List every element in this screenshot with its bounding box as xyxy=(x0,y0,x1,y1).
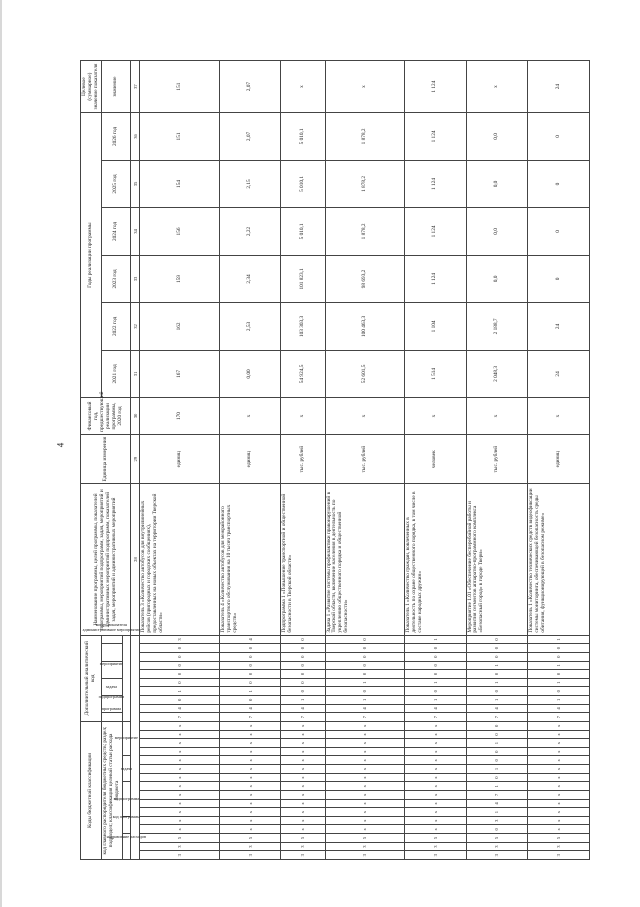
kbk-digit: 3 xyxy=(404,842,466,851)
fin-year-value: х xyxy=(466,398,528,435)
fin-year-value: х xyxy=(281,398,325,435)
target-value: 151 xyxy=(140,61,219,113)
dop-digit: 1 xyxy=(281,696,325,705)
indicator-name: Показатель 4 «Количество автобусов для межрайонного транспортного обслуживания на 10 тысяч транспортных средств» xyxy=(219,484,281,635)
year-value: 0 xyxy=(528,113,590,161)
dop-digit: 0 xyxy=(404,661,466,670)
kbk-digit: х xyxy=(528,747,590,756)
table-row xyxy=(404,61,466,860)
dop-digit: 7 xyxy=(281,713,325,722)
kbk-digit: х xyxy=(281,721,325,730)
dop-digit: 0 xyxy=(281,678,325,687)
dop-digit: 0 xyxy=(281,687,325,696)
fin-year-value: х xyxy=(528,398,590,435)
kbk-digit: х xyxy=(528,782,590,791)
kbk-col-label: код программы xyxy=(122,816,131,833)
dop-digit: 0 xyxy=(466,687,528,696)
year-value: 1 878,2 xyxy=(325,208,404,255)
dop-digit: 0 xyxy=(281,652,325,661)
dop-digit: 7 xyxy=(140,713,219,722)
indicator-name: Показатель 1 «Количество граждан, вовлеченных в деятельность по охране общественного порядка, в том числе в составе народных дружин» xyxy=(404,484,466,635)
year-value: 2,15 xyxy=(219,160,281,207)
year-header: 2026 год xyxy=(101,113,131,161)
target-value: х xyxy=(281,61,325,113)
kbk-digit: х xyxy=(219,765,281,774)
fin-year-value: х xyxy=(219,398,281,435)
year-header: 2023 год xyxy=(101,255,131,302)
kbk-digit: х xyxy=(140,756,219,765)
dop-digit: 0 xyxy=(281,661,325,670)
kbk-digit: 1 xyxy=(466,739,528,748)
year-value: 0,0 xyxy=(466,160,528,207)
kbk-digit: 3 xyxy=(281,842,325,851)
kbk-digit: 3 xyxy=(325,842,404,851)
dop-digit: 1 xyxy=(466,678,528,687)
unit-cell: тыс. рублей xyxy=(466,434,528,484)
year-value: 24 xyxy=(528,350,590,397)
dop-digit: 1 xyxy=(528,635,590,644)
dop-digit: 0 xyxy=(325,687,404,696)
kbk-digit: х xyxy=(325,791,404,800)
kbk-digit: 1 xyxy=(466,808,528,817)
dop-digit: 4 xyxy=(325,704,404,713)
kbk-digit: 0 xyxy=(466,825,528,834)
year-value: 0,0 xyxy=(466,255,528,302)
kbk-digit: х xyxy=(140,765,219,774)
dop-digit: 1 xyxy=(466,696,528,705)
dop-digit: 0 xyxy=(219,652,281,661)
kbk-digit: 5 xyxy=(219,834,281,843)
kbk-digit: х xyxy=(281,756,325,765)
year-value: 154 xyxy=(140,160,219,207)
kbk-digit: 4 xyxy=(466,799,528,808)
kbk-digit: х xyxy=(140,721,219,730)
kbk-digit: х xyxy=(140,816,219,825)
year-header: 2022 год xyxy=(101,303,131,350)
year-value: 1 878,2 xyxy=(325,160,404,207)
kbk-digit: 5 xyxy=(140,834,219,843)
kbk-col-label: задача xyxy=(122,756,131,782)
dop-digit: 0 xyxy=(528,652,590,661)
kbk-digit: х xyxy=(219,816,281,825)
kbk-digit: х xyxy=(219,825,281,834)
kbk-digit: х xyxy=(404,799,466,808)
indicator-name: Задача 1 «Развитие системы профилактики правонарушений в Тверской области, включение населения в деятельность по укреплению общественного порядка и общественной безопасности» xyxy=(325,484,404,635)
dop-digit: 1 xyxy=(325,678,404,687)
kbk-digit: 0 xyxy=(466,756,528,765)
dop-col-label: задача xyxy=(101,678,122,695)
kbk-digit: х xyxy=(140,791,219,800)
kbk-digit: х xyxy=(404,808,466,817)
dop-digit: 0 xyxy=(140,678,219,687)
dop-digit: 0 xyxy=(219,678,281,687)
kbk-digit: х xyxy=(140,825,219,834)
dop-digit: 0 xyxy=(404,644,466,653)
dop-digit: 0 xyxy=(140,670,219,679)
kbk-digit: х xyxy=(325,825,404,834)
dop-digit: 0 xyxy=(404,652,466,661)
kbk-digit: х xyxy=(404,721,466,730)
year-value: 52 601,5 xyxy=(325,350,404,397)
dop-digit: 1 xyxy=(528,661,590,670)
dop-digit: 0 xyxy=(140,652,219,661)
dop-digit: 1 xyxy=(466,661,528,670)
years-header: Годы реализации программы xyxy=(81,113,102,398)
kbk-digit: 3 xyxy=(528,842,590,851)
kbk-digit: х xyxy=(528,816,590,825)
dop-digit: 4 xyxy=(219,635,281,644)
dop-digit: 0 xyxy=(325,652,404,661)
kbk-digit: х xyxy=(404,816,466,825)
kbk-digit: 3 xyxy=(140,851,219,860)
year-value: 2,07 xyxy=(219,113,281,161)
kbk-digit: 3 xyxy=(466,816,528,825)
kbk-digit: 3 xyxy=(219,851,281,860)
year-value: 1 124 xyxy=(404,113,466,161)
kbk-col-label: подпрограмма xyxy=(122,782,131,817)
unit-header: Единица измерения xyxy=(81,434,131,484)
dop-digit: 0 xyxy=(466,670,528,679)
year-value: 0,00 xyxy=(219,350,281,397)
year-value: 156 xyxy=(140,208,219,255)
dop-digit: 7 xyxy=(404,713,466,722)
dop-digit: 0 xyxy=(404,687,466,696)
table-row xyxy=(281,61,325,860)
kbk-digit: х xyxy=(140,747,219,756)
indicator-name: Мероприятие 1.01 «Обеспечение бесперебойной работы и развития сегментов аппаратно-программного комплекса «Безопасный город» в городе Твери» xyxy=(466,484,528,635)
unit-cell: тыс. рублей xyxy=(325,434,404,484)
kbk-digit: х xyxy=(325,721,404,730)
dop-digit: 0 xyxy=(325,661,404,670)
kbk-digit: х xyxy=(140,782,219,791)
kbk-digit: х xyxy=(140,808,219,817)
year-value: 0 xyxy=(528,160,590,207)
table-row xyxy=(219,61,281,860)
table-row xyxy=(528,61,590,860)
kbk-digit: х xyxy=(528,799,590,808)
kbk-digit: х xyxy=(325,765,404,774)
kbk-digit: х xyxy=(219,773,281,782)
kbk-digit: х xyxy=(404,791,466,800)
dop-class-header: Дополнительный аналитический код xyxy=(81,635,102,721)
kbk-digit: х xyxy=(281,782,325,791)
dop-digit: 4 xyxy=(140,704,219,713)
target-value: 2,07 xyxy=(219,61,281,113)
kbk-digit: х xyxy=(325,739,404,748)
kbk-digit: х xyxy=(219,791,281,800)
kbk-digit: х xyxy=(325,730,404,739)
dop-digit: 0 xyxy=(325,635,404,644)
year-value: 5 010,1 xyxy=(281,160,325,207)
dop-digit: 0 xyxy=(466,644,528,653)
column-numbers-row: 28 29 30 31 32 33 34 35 36 37 xyxy=(131,61,140,860)
year-value: 5 010,1 xyxy=(281,208,325,255)
year-value: 2 188,7 xyxy=(466,303,528,350)
dop-digit: 4 xyxy=(528,704,590,713)
unit-cell: единиц xyxy=(528,434,590,484)
dop-col-label: административное мероприятие xyxy=(101,644,122,661)
year-value: 0,0 xyxy=(466,208,528,255)
kbk-digit: х xyxy=(281,730,325,739)
kbk-digit: х xyxy=(325,756,404,765)
name-header: Наименование программы, целей программы, показателей программы, мероприятий подпрограмм, задач, мероприятий и административных мероприятий подпрограмм, показателей задач, мероприятий и административных мероприятий xyxy=(81,484,131,635)
dop-digit: 0 xyxy=(219,670,281,679)
table-row xyxy=(466,61,528,860)
kbk-digit: х xyxy=(281,791,325,800)
kbk-digit: х xyxy=(281,747,325,756)
kbk-digit: х xyxy=(404,747,466,756)
kbk-digit: х xyxy=(404,739,466,748)
kbk-digit: 3 xyxy=(281,851,325,860)
target-value-header: значение xyxy=(101,61,131,113)
kbk-digit: х xyxy=(528,825,590,834)
dop-digit: 4 xyxy=(219,704,281,713)
year-value: 24 xyxy=(528,303,590,350)
kbk-digit: х xyxy=(325,808,404,817)
year-header: 2021 год xyxy=(101,350,131,397)
kbk-digit: х xyxy=(219,808,281,817)
dop-digit: 0 xyxy=(219,661,281,670)
kbk-digit: х xyxy=(219,747,281,756)
year-value: 1 514 xyxy=(404,350,466,397)
kbk-digit: х xyxy=(528,765,590,774)
year-value: 1 878,2 xyxy=(325,113,404,161)
year-value: 2,22 xyxy=(219,208,281,255)
target-value: 1 124 xyxy=(404,61,466,113)
unit-cell: единиц xyxy=(140,434,219,484)
kbk-col-label: направление расходов xyxy=(122,834,131,860)
year-value: 5 010,1 xyxy=(281,113,325,161)
dop-digit: 7 xyxy=(219,713,281,722)
rotated-table-wrapper xyxy=(80,60,590,860)
year-value: 1 124 xyxy=(404,208,466,255)
kbk-digit: х xyxy=(219,739,281,748)
target-value: 24 xyxy=(528,61,590,113)
dop-digit: 7 xyxy=(528,713,590,722)
dop-digit: 0 xyxy=(219,644,281,653)
year-value: 167 xyxy=(140,350,219,397)
dop-digit: 7 xyxy=(325,713,404,722)
year-value: 162 xyxy=(140,303,219,350)
kbk-digit: 0 xyxy=(466,721,528,730)
kbk-digit: 5 xyxy=(325,834,404,843)
indicator-name: Показатель 1 «Количество технических средств видеофиксации системы мониторинга, обеспечивающей безопасность среды обитания, функционирующей в безопасном режиме» xyxy=(528,484,590,635)
kbk-digit: х xyxy=(219,799,281,808)
dop-col-label: подпрограмма xyxy=(101,696,122,713)
kbk-digit: х xyxy=(281,773,325,782)
year-header: 2025 год xyxy=(101,160,131,207)
kbk-digit: 5 xyxy=(466,834,528,843)
dop-digit: 1 xyxy=(140,687,219,696)
year-value: 1 124 xyxy=(404,255,466,302)
dop-digit: 0 xyxy=(528,644,590,653)
year-value: 159 xyxy=(140,255,219,302)
kbk-digit: х xyxy=(528,773,590,782)
kbk-digit: х xyxy=(528,730,590,739)
kbk-digit: 5 xyxy=(404,834,466,843)
dop-digit: 0 xyxy=(528,670,590,679)
dop-col-label: мероприятие xyxy=(101,661,122,678)
dop-digit: 4 xyxy=(466,704,528,713)
kbk-digit: 3 xyxy=(466,842,528,851)
indicator-name: Подпрограмма 1 «Повышение транспортной и общественной безопасности в Тверской области» xyxy=(281,484,325,635)
program-table xyxy=(80,60,590,860)
kbk-digit: х xyxy=(281,808,325,817)
kbk-digit: х xyxy=(404,765,466,774)
table-body xyxy=(140,61,590,860)
kbk-digit: х xyxy=(140,730,219,739)
kbk-sub-header: код главного распорядителя бюджетных средств; раздел; подраздел; классификация целевой статьи расхода бюджета xyxy=(101,721,122,859)
kbk-digit: х xyxy=(404,782,466,791)
year-value: 0 xyxy=(528,255,590,302)
target-header: Целевое (суммарное) значение показателя xyxy=(81,61,102,113)
table-row xyxy=(325,61,404,860)
dop-digit: 1 xyxy=(404,678,466,687)
kbk-digit: х xyxy=(404,756,466,765)
kbk-digit: х xyxy=(325,799,404,808)
year-value: 1 124 xyxy=(404,160,466,207)
unit-cell: тыс. рублей xyxy=(281,434,325,484)
year-value: 1 104 xyxy=(404,303,466,350)
year-value: 103 303,3 xyxy=(281,303,325,350)
dop-digit: 1 xyxy=(528,696,590,705)
fin-year-header: Финансовый год, предшествующий реализации программы, 2020 год xyxy=(81,398,131,435)
dop-digit: 1 xyxy=(404,696,466,705)
kbk-digit: х xyxy=(325,816,404,825)
kbk-header: Коды бюджетной классификации xyxy=(81,721,102,859)
dop-digit: 0 xyxy=(140,661,219,670)
year-header: 2024 год xyxy=(101,208,131,255)
year-value: 0,0 xyxy=(466,113,528,161)
kbk-digit: х xyxy=(219,756,281,765)
kbk-digit: х xyxy=(325,782,404,791)
table-row xyxy=(140,61,219,860)
kbk-digit: х xyxy=(528,739,590,748)
dop-digit: 0 xyxy=(404,670,466,679)
kbk-digit: х xyxy=(528,791,590,800)
kbk-digit: х xyxy=(281,825,325,834)
year-value: 2,34 xyxy=(219,255,281,302)
kbk-digit: х xyxy=(219,721,281,730)
dop-digit: 1 xyxy=(325,696,404,705)
dop-digit: 3 xyxy=(140,635,219,644)
kbk-digit: х xyxy=(404,730,466,739)
dop-digit: 0 xyxy=(466,652,528,661)
year-value: 98 693,2 xyxy=(325,255,404,302)
year-value: 2,53 xyxy=(219,303,281,350)
year-value: 101 823,1 xyxy=(281,255,325,302)
kbk-digit: х xyxy=(140,739,219,748)
target-value: х xyxy=(466,61,528,113)
kbk-digit: х xyxy=(528,756,590,765)
dop-col-label: программа xyxy=(101,713,122,722)
fin-year-value: 170 xyxy=(140,398,219,435)
kbk-digit: 3 xyxy=(528,851,590,860)
dop-digit: 4 xyxy=(281,704,325,713)
kbk-digit: 7 xyxy=(466,791,528,800)
kbk-digit: х xyxy=(404,825,466,834)
kbk-digit: х xyxy=(404,773,466,782)
dop-digit: 0 xyxy=(325,644,404,653)
page-number: 4 xyxy=(55,442,66,448)
kbk-digit: х xyxy=(140,799,219,808)
kbk-digit: 5 xyxy=(528,834,590,843)
year-value: 151 xyxy=(140,113,219,161)
kbk-digit: х xyxy=(281,739,325,748)
kbk-digit: х xyxy=(325,773,404,782)
kbk-digit: х xyxy=(219,730,281,739)
year-value: 54 924,5 xyxy=(281,350,325,397)
kbk-digit: х xyxy=(528,808,590,817)
kbk-digit: х xyxy=(281,765,325,774)
indicator-name: Показатель 3 «Количество автобусов для внутрилинейных рейсов (пригородных и городских сообщениях), предоставленных на новых объектах на территории Тверской области» xyxy=(140,484,219,635)
kbk-digit: х xyxy=(281,799,325,808)
dop-digit: 0 xyxy=(140,696,219,705)
kbk-digit: 0 xyxy=(466,773,528,782)
kbk-col-label: мероприятие xyxy=(122,721,131,756)
dop-col-label: номер показателя xyxy=(101,635,122,644)
kbk-digit: х xyxy=(281,816,325,825)
kbk-digit: 3 xyxy=(140,842,219,851)
dop-digit: 0 xyxy=(528,687,590,696)
year-value: 2 048,3 xyxy=(466,350,528,397)
dop-digit: 1 xyxy=(219,687,281,696)
kbk-digit: 1 xyxy=(466,765,528,774)
dop-digit: 7 xyxy=(466,713,528,722)
dop-digit: 0 xyxy=(281,644,325,653)
year-value: 100 463,3 xyxy=(325,303,404,350)
kbk-digit: х xyxy=(219,782,281,791)
dop-digit: 0 xyxy=(281,670,325,679)
dop-digit: 0 xyxy=(140,644,219,653)
kbk-digit: 3 xyxy=(219,842,281,851)
dop-digit: 0 xyxy=(325,670,404,679)
year-value: 0 xyxy=(528,208,590,255)
kbk-digit: 1 xyxy=(466,782,528,791)
kbk-digit: 3 xyxy=(404,851,466,860)
kbk-digit: 5 xyxy=(281,834,325,843)
unit-cell: человек xyxy=(404,434,466,484)
dop-digit: 1 xyxy=(528,678,590,687)
fin-year-value: х xyxy=(404,398,466,435)
dop-digit: 0 xyxy=(281,635,325,644)
dop-digit: 4 xyxy=(404,704,466,713)
dop-digit: 0 xyxy=(219,696,281,705)
fin-year-value: х xyxy=(325,398,404,435)
kbk-digit: х xyxy=(325,747,404,756)
kbk-digit: 0 xyxy=(466,747,528,756)
dop-digit: 1 xyxy=(404,635,466,644)
unit-cell: единиц xyxy=(219,434,281,484)
kbk-digit: 0 xyxy=(466,730,528,739)
page-edge xyxy=(0,0,2,907)
kbk-digit: 3 xyxy=(466,851,528,860)
dop-spacer xyxy=(122,635,131,721)
kbk-digit: х xyxy=(140,773,219,782)
kbk-digit: 3 xyxy=(325,851,404,860)
dop-digit: 0 xyxy=(466,635,528,644)
target-value: х xyxy=(325,61,404,113)
kbk-digit: х xyxy=(528,721,590,730)
